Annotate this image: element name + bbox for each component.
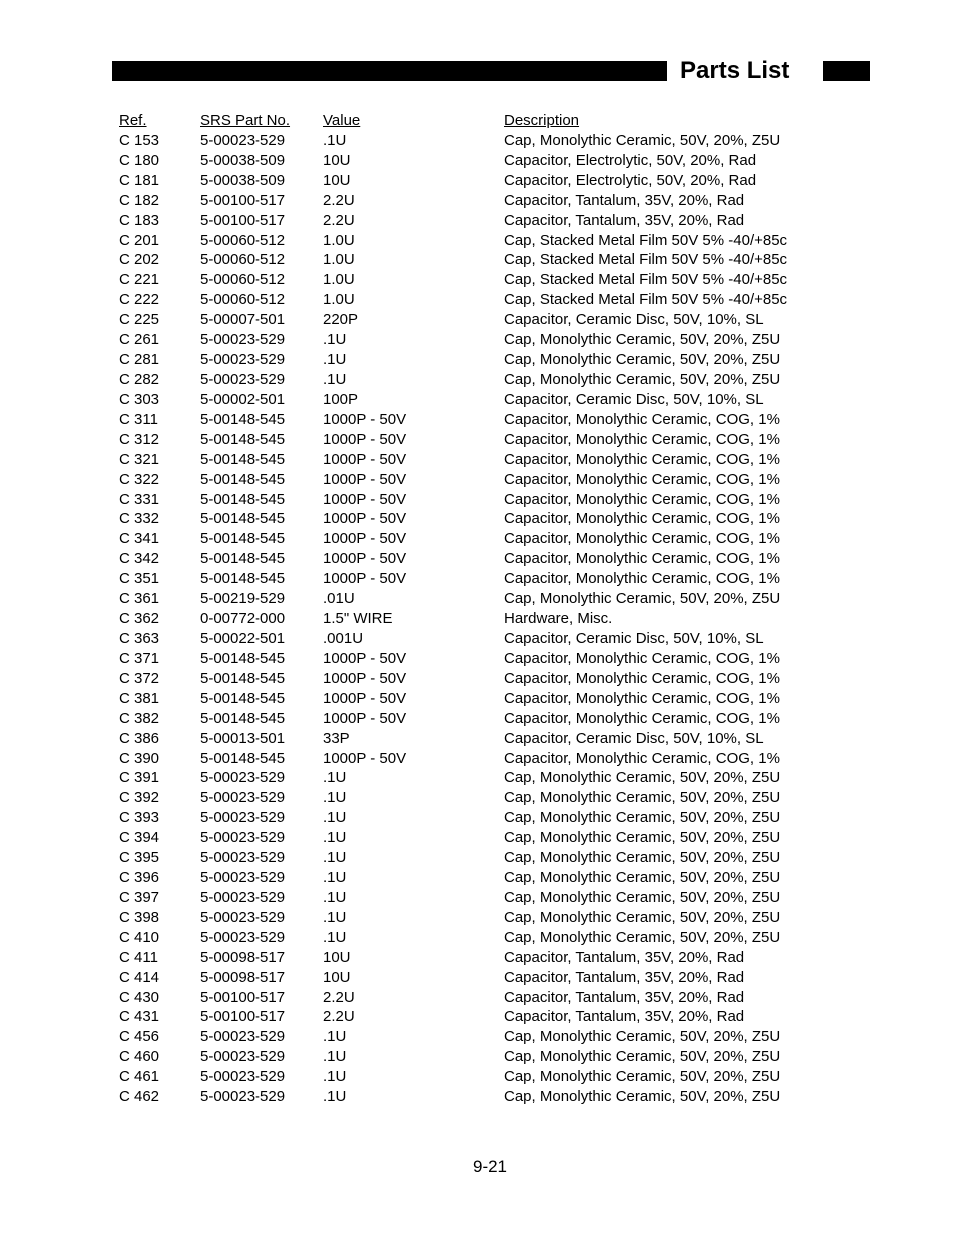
cell-description: Cap, Monolythic Ceramic, 50V, 20%, Z5U: [504, 789, 781, 807]
table-row: [119, 1087, 819, 1107]
table-body: [119, 131, 819, 1107]
cell-ref: C 461: [119, 1068, 160, 1086]
cell-ref: C 362: [119, 610, 160, 628]
cell-part-number: 5-00013-501: [200, 729, 286, 747]
cell-value: 1.0U: [323, 291, 355, 309]
cell-ref: C 381: [119, 689, 160, 707]
cell-ref: C 183: [119, 211, 160, 229]
table-row: [119, 649, 819, 669]
cell-value: 33P: [323, 729, 350, 747]
cell-description: Cap, Monolythic Ceramic, 50V, 20%, Z5U: [504, 769, 781, 787]
cell-ref: C 460: [119, 1048, 160, 1066]
cell-description: Capacitor, Monolythic Ceramic, COG, 1%: [504, 510, 780, 528]
cell-part-number: 5-00023-529: [200, 829, 286, 847]
table-row: [119, 490, 819, 510]
cell-part-number: 5-00022-501: [200, 629, 286, 647]
cell-description: Capacitor, Tantalum, 35V, 20%, Rad: [504, 948, 745, 966]
cell-part-number: 5-00023-529: [200, 908, 286, 926]
cell-value: .1U: [323, 809, 347, 827]
cell-ref: C 281: [119, 351, 160, 369]
cell-value: .1U: [323, 769, 347, 787]
cell-description: Capacitor, Tantalum, 35V, 20%, Rad: [504, 191, 745, 209]
cell-part-number: 5-00148-545: [200, 709, 286, 727]
cell-description: Cap, Monolythic Ceramic, 50V, 20%, Z5U: [504, 869, 781, 887]
cell-ref: C 394: [119, 829, 160, 847]
cell-value: 1.0U: [323, 231, 355, 249]
cell-ref: C 371: [119, 649, 160, 667]
cell-description: Capacitor, Monolythic Ceramic, COG, 1%: [504, 410, 780, 428]
table-row: [119, 828, 819, 848]
cell-description: Capacitor, Monolythic Ceramic, COG, 1%: [504, 450, 780, 468]
cell-value: 2.2U: [323, 191, 355, 209]
cell-part-number: 5-00023-529: [200, 351, 286, 369]
table-row: [119, 868, 819, 888]
cell-value: .1U: [323, 1068, 347, 1086]
table-row: [119, 808, 819, 828]
cell-part-number: 5-00023-529: [200, 370, 286, 388]
cell-value: 2.2U: [323, 988, 355, 1006]
cell-description: Capacitor, Electrolytic, 50V, 20%, Rad: [504, 171, 757, 189]
cell-value: 1000P - 50V: [323, 450, 407, 468]
cell-value: .1U: [323, 370, 347, 388]
cell-part-number: 5-00100-517: [200, 191, 286, 209]
cell-ref: C 342: [119, 550, 160, 568]
cell-description: Cap, Monolythic Ceramic, 50V, 20%, Z5U: [504, 1088, 781, 1106]
cell-description: Cap, Monolythic Ceramic, 50V, 20%, Z5U: [504, 370, 781, 388]
cell-part-number: 5-00023-529: [200, 869, 286, 887]
cell-ref: C 392: [119, 789, 160, 807]
cell-ref: C 361: [119, 590, 160, 608]
cell-part-number: 5-00060-512: [200, 231, 286, 249]
table-row: [119, 888, 819, 908]
cell-value: .1U: [323, 849, 347, 867]
table-row: [119, 968, 819, 988]
cell-value: .1U: [323, 789, 347, 807]
cell-ref: C 391: [119, 769, 160, 787]
cell-part-number: 5-00038-509: [200, 151, 286, 169]
table-row: [119, 788, 819, 808]
cell-ref: C 386: [119, 729, 160, 747]
table-row: [119, 768, 819, 788]
table-row: [119, 729, 819, 749]
cell-part-number: 5-00023-529: [200, 888, 286, 906]
cell-value: .1U: [323, 131, 347, 149]
cell-value: 10U: [323, 171, 351, 189]
cell-ref: C 221: [119, 271, 160, 289]
cell-value: 1000P - 50V: [323, 689, 407, 707]
cell-value: 1000P - 50V: [323, 709, 407, 727]
cell-ref: C 393: [119, 809, 160, 827]
cell-description: Cap, Monolythic Ceramic, 50V, 20%, Z5U: [504, 1068, 781, 1086]
cell-part-number: 5-00148-545: [200, 649, 286, 667]
cell-part-number: 5-00023-529: [200, 769, 286, 787]
cell-value: 1000P - 50V: [323, 410, 407, 428]
cell-value: .1U: [323, 829, 347, 847]
cell-value: 1000P - 50V: [323, 490, 407, 508]
cell-description: Cap, Monolythic Ceramic, 50V, 20%, Z5U: [504, 131, 781, 149]
cell-ref: C 322: [119, 470, 160, 488]
table-row: [119, 470, 819, 490]
cell-part-number: 5-00023-529: [200, 1088, 286, 1106]
cell-ref: C 225: [119, 311, 160, 329]
cell-part-number: 5-00002-501: [200, 390, 286, 408]
cell-description: Cap, Stacked Metal Film 50V 5% -40/+85c: [504, 291, 788, 309]
cell-value: .1U: [323, 888, 347, 906]
cell-description: Cap, Monolythic Ceramic, 50V, 20%, Z5U: [504, 928, 781, 946]
cell-ref: C 382: [119, 709, 160, 727]
cell-description: Cap, Stacked Metal Film 50V 5% -40/+85c: [504, 251, 788, 269]
cell-description: Cap, Monolythic Ceramic, 50V, 20%, Z5U: [504, 1048, 781, 1066]
cell-description: Capacitor, Monolythic Ceramic, COG, 1%: [504, 570, 780, 588]
cell-ref: C 182: [119, 191, 160, 209]
cell-value: .001U: [323, 629, 364, 647]
cell-value: 1000P - 50V: [323, 470, 407, 488]
cell-value: 10U: [323, 151, 351, 169]
page-number: 9-21: [472, 1157, 508, 1176]
cell-value: 10U: [323, 948, 351, 966]
cell-value: 1.0U: [323, 251, 355, 269]
table-row: [119, 390, 819, 410]
cell-part-number: 5-00038-509: [200, 171, 286, 189]
header-bar-right: [823, 61, 870, 81]
cell-part-number: 5-00023-529: [200, 849, 286, 867]
table-row: [119, 231, 819, 251]
cell-value: 1000P - 50V: [323, 530, 407, 548]
column-header-description: Description: [504, 112, 580, 129]
cell-part-number: 5-00148-545: [200, 430, 286, 448]
cell-description: Capacitor, Tantalum, 35V, 20%, Rad: [504, 1008, 745, 1026]
cell-value: 100P: [323, 390, 359, 408]
table-row: [119, 250, 819, 270]
cell-part-number: 5-00100-517: [200, 1008, 286, 1026]
cell-description: Cap, Monolythic Ceramic, 50V, 20%, Z5U: [504, 590, 781, 608]
cell-part-number: 5-00098-517: [200, 948, 286, 966]
cell-description: Capacitor, Monolythic Ceramic, COG, 1%: [504, 430, 780, 448]
table-row: [119, 370, 819, 390]
cell-description: Hardware, Misc.: [504, 610, 613, 628]
cell-description: Cap, Stacked Metal Film 50V 5% -40/+85c: [504, 271, 788, 289]
table-row: [119, 290, 819, 310]
cell-description: Cap, Monolythic Ceramic, 50V, 20%, Z5U: [504, 888, 781, 906]
cell-value: 1000P - 50V: [323, 570, 407, 588]
cell-description: Cap, Monolythic Ceramic, 50V, 20%, Z5U: [504, 1028, 781, 1046]
cell-part-number: 5-00148-545: [200, 410, 286, 428]
cell-description: Capacitor, Tantalum, 35V, 20%, Rad: [504, 988, 745, 1006]
cell-value: 1000P - 50V: [323, 649, 407, 667]
table-row: [119, 1007, 819, 1027]
cell-ref: C 397: [119, 888, 160, 906]
cell-description: Capacitor, Tantalum, 35V, 20%, Rad: [504, 968, 745, 986]
table-row: [119, 529, 819, 549]
cell-part-number: 5-00148-545: [200, 689, 286, 707]
cell-ref: C 201: [119, 231, 160, 249]
cell-part-number: 5-00060-512: [200, 271, 286, 289]
cell-part-number: 5-00098-517: [200, 968, 286, 986]
cell-description: Cap, Monolythic Ceramic, 50V, 20%, Z5U: [504, 908, 781, 926]
table-row: [119, 549, 819, 569]
table-row: [119, 569, 819, 589]
cell-part-number: 5-00148-545: [200, 490, 286, 508]
cell-description: Capacitor, Monolythic Ceramic, COG, 1%: [504, 689, 780, 707]
cell-part-number: 5-00148-545: [200, 450, 286, 468]
cell-value: .1U: [323, 1048, 347, 1066]
cell-part-number: 5-00060-512: [200, 291, 286, 309]
table-row: [119, 151, 819, 171]
cell-part-number: 5-00148-545: [200, 570, 286, 588]
table-row: [119, 270, 819, 290]
cell-value: .1U: [323, 908, 347, 926]
cell-description: Cap, Monolythic Ceramic, 50V, 20%, Z5U: [504, 809, 781, 827]
cell-value: 1.0U: [323, 271, 355, 289]
cell-part-number: 5-00148-545: [200, 510, 286, 528]
cell-description: Capacitor, Monolythic Ceramic, COG, 1%: [504, 490, 780, 508]
cell-ref: C 351: [119, 570, 160, 588]
cell-ref: C 311: [119, 410, 158, 428]
cell-ref: C 332: [119, 510, 160, 528]
table-row: [119, 509, 819, 529]
cell-value: .01U: [323, 590, 355, 608]
cell-ref: C 331: [119, 490, 160, 508]
column-header-value: Value: [323, 112, 361, 129]
cell-description: Capacitor, Monolythic Ceramic, COG, 1%: [504, 550, 780, 568]
cell-ref: C 303: [119, 390, 160, 408]
column-header-part-number: SRS Part No.: [200, 112, 291, 129]
cell-ref: C 341: [119, 530, 160, 548]
cell-part-number: 5-00023-529: [200, 1068, 286, 1086]
cell-ref: C 411: [119, 948, 158, 966]
cell-ref: C 396: [119, 869, 160, 887]
cell-description: Capacitor, Ceramic Disc, 50V, 10%, SL: [504, 629, 764, 647]
column-header-ref: Ref.: [119, 112, 147, 129]
cell-value: 1000P - 50V: [323, 669, 407, 687]
table-row: [119, 171, 819, 191]
cell-ref: C 395: [119, 849, 160, 867]
table-header-row: [119, 111, 819, 131]
cell-description: Capacitor, Monolythic Ceramic, COG, 1%: [504, 749, 780, 767]
cell-ref: C 261: [119, 331, 160, 349]
cell-description: Cap, Stacked Metal Film 50V 5% -40/+85c: [504, 231, 788, 249]
cell-ref: C 456: [119, 1028, 160, 1046]
table-row: [119, 1047, 819, 1067]
cell-value: 1000P - 50V: [323, 749, 407, 767]
table-row: [119, 948, 819, 968]
cell-part-number: 0-00772-000: [200, 610, 286, 628]
cell-value: 1000P - 50V: [323, 510, 407, 528]
table-row: [119, 908, 819, 928]
cell-description: Capacitor, Ceramic Disc, 50V, 10%, SL: [504, 390, 764, 408]
cell-value: 1000P - 50V: [323, 550, 407, 568]
cell-description: Cap, Monolythic Ceramic, 50V, 20%, Z5U: [504, 331, 781, 349]
parts-table: [119, 111, 819, 1107]
cell-value: 2.2U: [323, 1008, 355, 1026]
table-row: [119, 689, 819, 709]
cell-part-number: 5-00023-529: [200, 331, 286, 349]
cell-description: Capacitor, Electrolytic, 50V, 20%, Rad: [504, 151, 757, 169]
cell-part-number: 5-00100-517: [200, 988, 286, 1006]
cell-description: Capacitor, Monolythic Ceramic, COG, 1%: [504, 649, 780, 667]
table-row: [119, 749, 819, 769]
cell-ref: C 202: [119, 251, 160, 269]
table-row: [119, 450, 819, 470]
cell-part-number: 5-00023-529: [200, 1048, 286, 1066]
table-row: [119, 988, 819, 1008]
cell-value: .1U: [323, 1028, 347, 1046]
cell-description: Capacitor, Ceramic Disc, 50V, 10%, SL: [504, 729, 764, 747]
cell-part-number: 5-00023-529: [200, 1028, 286, 1046]
cell-ref: C 431: [119, 1008, 160, 1026]
cell-description: Capacitor, Tantalum, 35V, 20%, Rad: [504, 211, 745, 229]
cell-part-number: 5-00148-545: [200, 530, 286, 548]
cell-part-number: 5-00219-529: [200, 590, 286, 608]
table-row: [119, 410, 819, 430]
table-row: [119, 330, 819, 350]
cell-part-number: 5-00023-529: [200, 928, 286, 946]
cell-part-number: 5-00148-545: [200, 550, 286, 568]
cell-ref: C 410: [119, 928, 160, 946]
cell-part-number: 5-00100-517: [200, 211, 286, 229]
cell-value: 2.2U: [323, 211, 355, 229]
table-row: [119, 709, 819, 729]
cell-part-number: 5-00007-501: [200, 311, 286, 329]
cell-value: 1.5" WIRE: [323, 610, 393, 628]
cell-ref: C 181: [119, 171, 160, 189]
cell-ref: C 390: [119, 749, 160, 767]
table-row: [119, 609, 819, 629]
cell-part-number: 5-00023-529: [200, 131, 286, 149]
table-row: [119, 1027, 819, 1047]
cell-part-number: 5-00148-545: [200, 669, 286, 687]
cell-value: .1U: [323, 351, 347, 369]
header-bar-left: [112, 61, 667, 81]
cell-ref: C 372: [119, 669, 160, 687]
cell-description: Capacitor, Ceramic Disc, 50V, 10%, SL: [504, 311, 764, 329]
cell-ref: C 180: [119, 151, 160, 169]
cell-part-number: 5-00148-545: [200, 749, 286, 767]
cell-part-number: 5-00023-529: [200, 789, 286, 807]
table-row: [119, 430, 819, 450]
cell-part-number: 5-00060-512: [200, 251, 286, 269]
table-row: [119, 350, 819, 370]
table-row: [119, 191, 819, 211]
table-row: [119, 310, 819, 330]
cell-ref: C 398: [119, 908, 160, 926]
cell-value: .1U: [323, 331, 347, 349]
page-title: Parts List: [680, 57, 790, 84]
cell-part-number: 5-00023-529: [200, 809, 286, 827]
cell-ref: C 222: [119, 291, 160, 309]
cell-ref: C 282: [119, 370, 160, 388]
cell-ref: C 312: [119, 430, 160, 448]
cell-ref: C 430: [119, 988, 160, 1006]
cell-ref: C 462: [119, 1088, 160, 1106]
cell-description: Capacitor, Monolythic Ceramic, COG, 1%: [504, 470, 780, 488]
cell-ref: C 321: [119, 450, 160, 468]
cell-ref: C 414: [119, 968, 160, 986]
table-row: [119, 629, 819, 649]
table-row: [119, 131, 819, 151]
cell-ref: C 363: [119, 629, 160, 647]
table-row: [119, 848, 819, 868]
cell-value: 220P: [323, 311, 359, 329]
cell-value: .1U: [323, 1088, 347, 1106]
cell-value: 10U: [323, 968, 351, 986]
table-row: [119, 928, 819, 948]
table-row: [119, 1067, 819, 1087]
table-row: [119, 669, 819, 689]
cell-value: 1000P - 50V: [323, 430, 407, 448]
cell-value: .1U: [323, 869, 347, 887]
cell-value: .1U: [323, 928, 347, 946]
table-row: [119, 211, 819, 231]
cell-description: Capacitor, Monolythic Ceramic, COG, 1%: [504, 669, 780, 687]
cell-description: Capacitor, Monolythic Ceramic, COG, 1%: [504, 530, 780, 548]
cell-ref: C 153: [119, 131, 160, 149]
cell-description: Capacitor, Monolythic Ceramic, COG, 1%: [504, 709, 780, 727]
cell-description: Cap, Monolythic Ceramic, 50V, 20%, Z5U: [504, 829, 781, 847]
cell-part-number: 5-00148-545: [200, 470, 286, 488]
cell-description: Cap, Monolythic Ceramic, 50V, 20%, Z5U: [504, 849, 781, 867]
cell-description: Cap, Monolythic Ceramic, 50V, 20%, Z5U: [504, 351, 781, 369]
table-row: [119, 589, 819, 609]
